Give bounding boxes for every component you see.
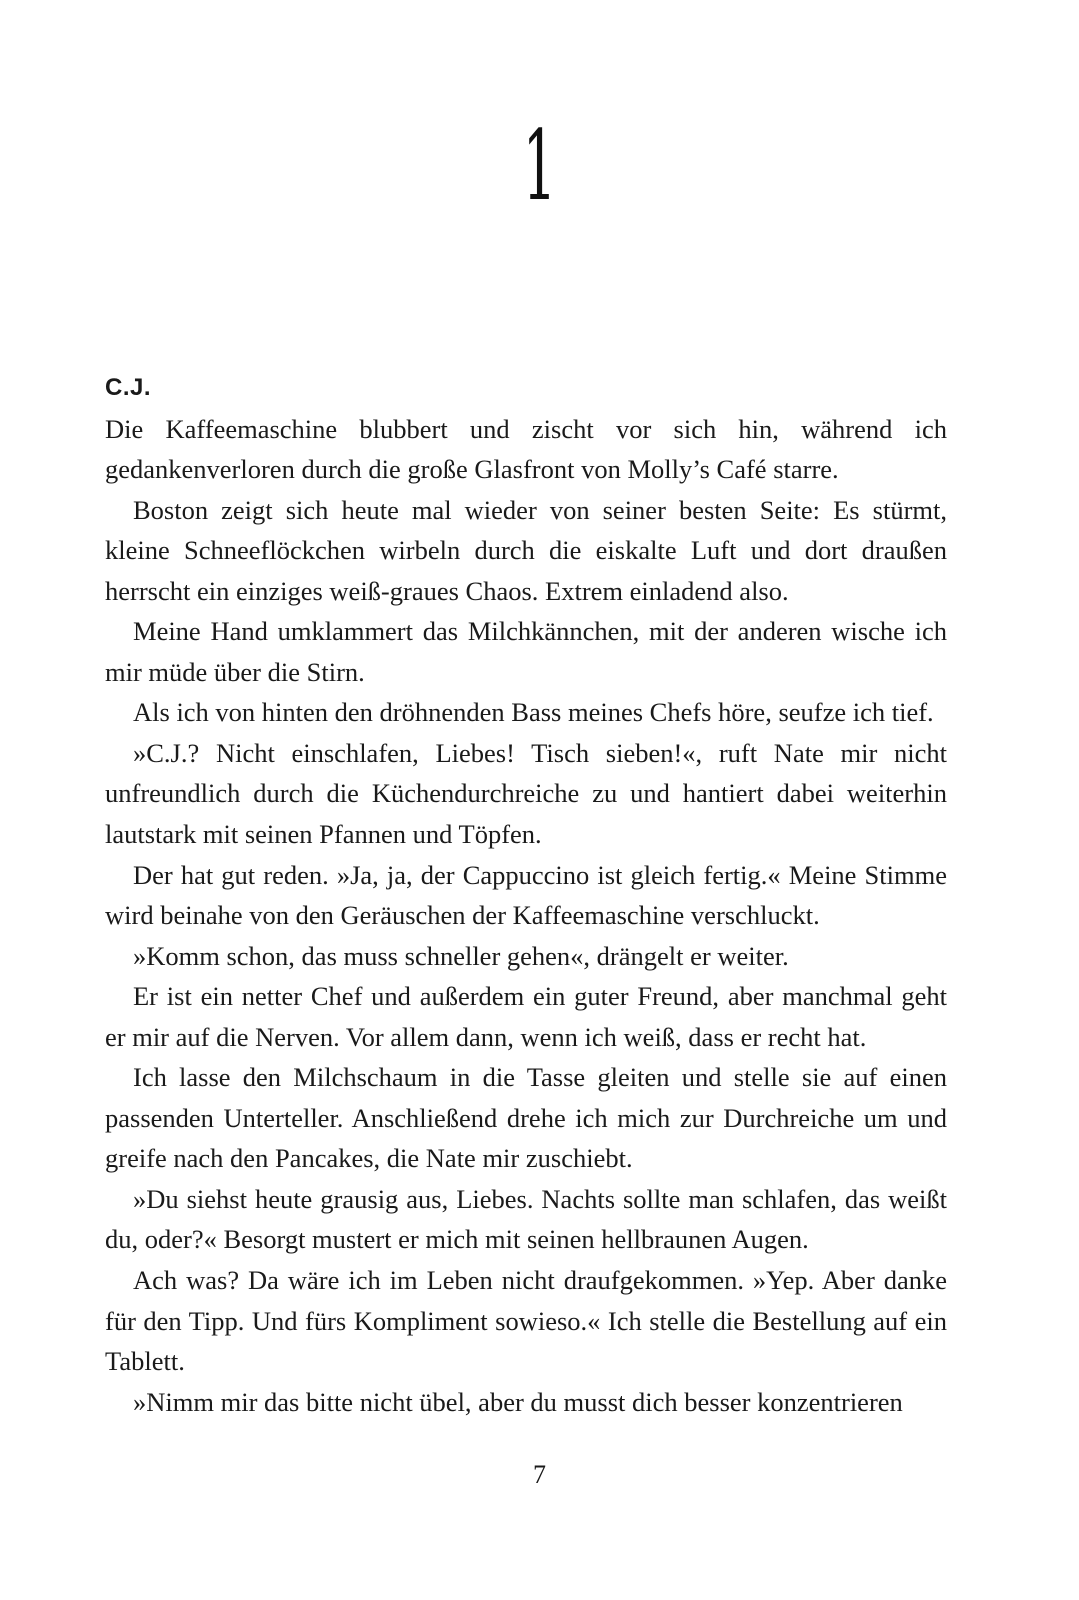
paragraph: »Nimm mir das bitte nicht übel, aber du musst dich besser konzentrieren — [133, 1386, 903, 1417]
page-number: 7 — [533, 1460, 546, 1489]
paragraph: Er ist ein netter Chef und außerdem ein guter Freund, aber manchmal geht er mir auf die Nerven. Vor allem dann, wenn ich weiß, dass er recht hat. — [105, 981, 947, 1052]
paragraph: »Komm schon, das muss schneller gehen«, drängelt er weiter. — [133, 940, 789, 971]
paragraph: Ach was? Da wäre ich im Leben nicht draufgekommen. »Yep. Aber danke für den Tipp. Und fürs Kompliment sowieso.« Ich stelle die Bestellung auf ein Tablett. — [105, 1265, 947, 1377]
paragraph: »C.J.? Nicht einschlafen, Liebes! Tisch sieben!«, ruft Nate mir nicht unfreundlich durch die Küchendurchreiche zu und hantiert dabei weiterhin lautstark mit seinen Pfannen und Töpfen. — [105, 737, 947, 850]
paragraph: Die Kaffeemaschine blubbert und zischt vor sich hin, während ich gedankenverloren durch die große Glasfront von Molly’s Café starre. — [105, 413, 947, 485]
paragraph: »Du siehst heute grausig aus, Liebes. Nachts sollte man schlafen, das weißt du, oder?« Besorgt mustert er mich mit seinen hellbraunen Augen. — [105, 1183, 947, 1255]
pov-heading: C.J. — [105, 374, 152, 401]
paragraph: Als ich von hinten den dröhnenden Bass meines Chefs höre, seufze ich tief. — [133, 697, 934, 728]
chapter-text — [105, 368, 947, 1422]
paragraph: Meine Hand umklammert das Milchkännchen, mit der anderen wische ich mir müde über die Stirn. — [105, 616, 947, 687]
chapter-number: 1 — [522, 110, 557, 222]
paragraph: Boston zeigt sich heute mal wieder von seiner besten Seite: Es stürmt, kleine Schneeflöckchen wirbeln durch die eiskalte Luft und dort draußen herrscht ein einziges weiß-graues Chaos. Extrem einladend also. — [105, 494, 947, 606]
paragraph: Ich lasse den Milchschaum in die Tasse gleiten und stelle sie auf einen passenden Unterteller. Anschließend drehe ich mich zur Durchreiche um und greife nach den Pancakes, die Nate mir zuschiebt. — [105, 1062, 947, 1174]
paragraph: Der hat gut reden. »Ja, ja, der Cappuccino ist gleich fertig.« Meine Stimme wird beinahe von den Geräuschen der Kaffeemaschine verschluckt. — [105, 859, 947, 931]
